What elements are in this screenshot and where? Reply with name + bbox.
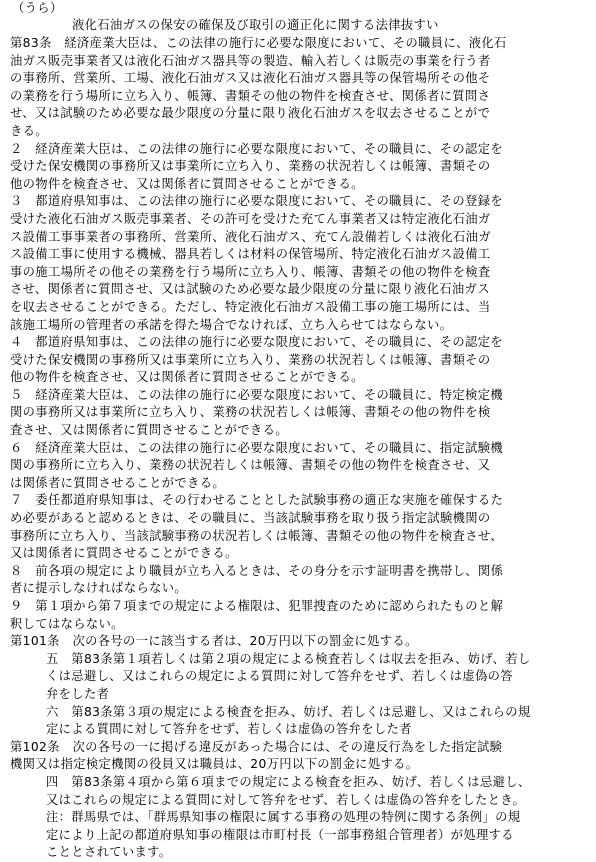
text-line: 受けた液化石油ガス販売事業者、その許可を受けた充てん事業者又は特定液化石油ガ (10, 211, 491, 226)
text-line: ２ 経済産業大臣は、この法律の施行に必要な限度において、その職員に、その認定を (10, 141, 503, 156)
text-line: ７ 委任都道府県知事は、その行わせることとした試験事務の適正な実施を確保するた (10, 493, 504, 508)
text-line: ３ 都道府県知事は、この法律の施行に必要な限度において、その職員に、その登録を (10, 194, 503, 209)
text-line: 関の事務所に立ち入り、業務の状況若しくは帳簿、書類その他の物件を検査させ、又 (10, 458, 491, 473)
side-label: （うら） (12, 1, 63, 15)
text-line: め必要があると認めるときは、その職員に、当該試験事務を取り扱う指定試験機関の (10, 511, 491, 526)
text-line: ９ 第１項から第７項までの規定による権限は、犯罪捜査のために認められたものと解 (10, 599, 504, 613)
text-line: こととされています。 (46, 845, 172, 860)
text-line: は関係者に質問させることができる。 (10, 475, 225, 490)
text-line: 四 第83条第４項から第６項までの規定による検査を拒み、妨げ、若しくは忌避し、 (46, 774, 531, 789)
text-line: 事の施工場所その他その業務を行う場所に立ち入り、帳簿、書類その他の物件を検査 (10, 264, 491, 279)
text-line: を収去させることができる。ただし、特定液化石油ガス設備工事の施工場所には、当 (10, 299, 491, 314)
text-line: 査させ、又は関係者に質問させることができる。 (10, 423, 288, 438)
text-line: 弁をした者 (46, 686, 110, 701)
text-line: ス設備工事に使用する機械、器具若しくは材料の保管場所、特定液化石油ガス設備工 (10, 247, 491, 262)
text-line: ４ 都道府県知事は、この法律の施行に必要な限度において、その職員に、その認定を (10, 335, 503, 350)
text-line: 定により上記の都道府県知事の権限は市町村長（一部事務組合管理者）が処理する (46, 827, 514, 842)
text-line: の事務所、営業所、工場、液化石油ガス又は液化石油ガス器具等の保管場所その他そ (10, 71, 491, 86)
text-line: せ、又は試験のため必要な最少限度の分量に限り液化石油ガスを収去させることがで (10, 106, 491, 121)
document-body (10, 35, 594, 862)
text-line: 他の物件を検査させ、又は関係者に質問させることができる。 (10, 370, 364, 385)
text-line: 該施工場所の管理者の承諾を得た場合でなければ、立ち入らせてはならない。 (10, 317, 453, 332)
text-line: させ、関係者に質問させ、又は試験のため必要な最少限度の分量に限り液化石油ガス (10, 282, 490, 297)
text-line: 機関又は指定検定機関の役員又は職員は、20万円以下の罰金に処する。 (10, 757, 419, 772)
text-line: きる。 (10, 123, 48, 138)
text-line: 事務所に立ち入り、当該試験事務の状況若しくは帳簿、書類その他の物件を検査させ、 (10, 528, 503, 543)
text-line: くは忌避し、又はこれらの規定による質問に対して答弁をせず、若しくは虚偽の答 (46, 669, 513, 684)
text-line: 又は関係者に質問させることができる。 (10, 546, 238, 561)
text-line: 又はこれらの規定による質問に対して答弁をせず、若しくは虚偽の答弁をしたとき。 (46, 792, 526, 807)
text-line: 釈してはならない。 (10, 616, 124, 631)
text-line: 他の物件を検査させ、又は関係者に質問させることができる。 (10, 176, 364, 191)
text-line: ６ 経済産業大臣は、この法律の施行に必要な限度において、その職員に、指定試験機 (10, 440, 503, 455)
text-line: 第83条 経済産業大臣は、この法律の施行に必要な限度において、その職員に、液化石 (10, 36, 507, 50)
text-line: 者に提示しなければならない。 (10, 581, 188, 596)
text-line: 第101条 次の各号の一に該当する者は、20万円以下の罰金に処する。 (10, 634, 418, 649)
text-line: ５ 経済産業大臣は、この法律の施行に必要な限度において、その職員に、特定検定機 (10, 387, 503, 402)
text-line: の業務を行う場所に立ち入り、帳簿、書類その他の物件を検査させ、関係者に質問さ (10, 88, 491, 103)
text-line: 定による質問に対して答弁をせず、若しくは虚偽の答弁をした者 (46, 722, 412, 737)
text-line: ８ 前各項の規定により職員が立ち入るときは、その身分を示す証明書を携帯し、関係 (10, 563, 504, 578)
text-line: 油ガス販売事業者又は液化石油ガス器具等の製造、輸入若しくは販売の事業を行う者 (10, 53, 491, 68)
text-line: 六 第83条第３項の規定による検査を拒み、妨げ、若しくは忌避し、又はこれらの規 (46, 704, 531, 719)
text-line: 受けた保安機関の事務所又は事業所に立ち入り、業務の状況若しくは帳簿、書類その (10, 159, 491, 174)
text-line: 注：群馬県では、「群馬県知事の権限に属する事務の処理の特例に関する条例」の規 (46, 810, 521, 825)
text-line: 受けた保安機関の事務所又は事業所に立ち入り、業務の状況若しくは帳簿、書類その (10, 352, 491, 367)
text-line: 五 第83条第１項若しくは第２項の規定による検査若しくは収去を拒み、妨げ、若し (46, 651, 531, 666)
text-line: ス設備工事事業者の事務所、営業所、液化石油ガス、充てん設備若しくは液化石油ガ (10, 229, 491, 244)
document-title: 液化石油ガスの保安の確保及び取引の適正化に関する法律抜すい (72, 18, 439, 32)
text-line: 第102条 次の各号の一に掲げる違反があった場合には、その違反行為をした指定試験 (10, 739, 503, 754)
text-line: 関の事務所又は事業所に立ち入り、業務の状況若しくは帳簿、書類その他の物件を検 (10, 405, 491, 420)
